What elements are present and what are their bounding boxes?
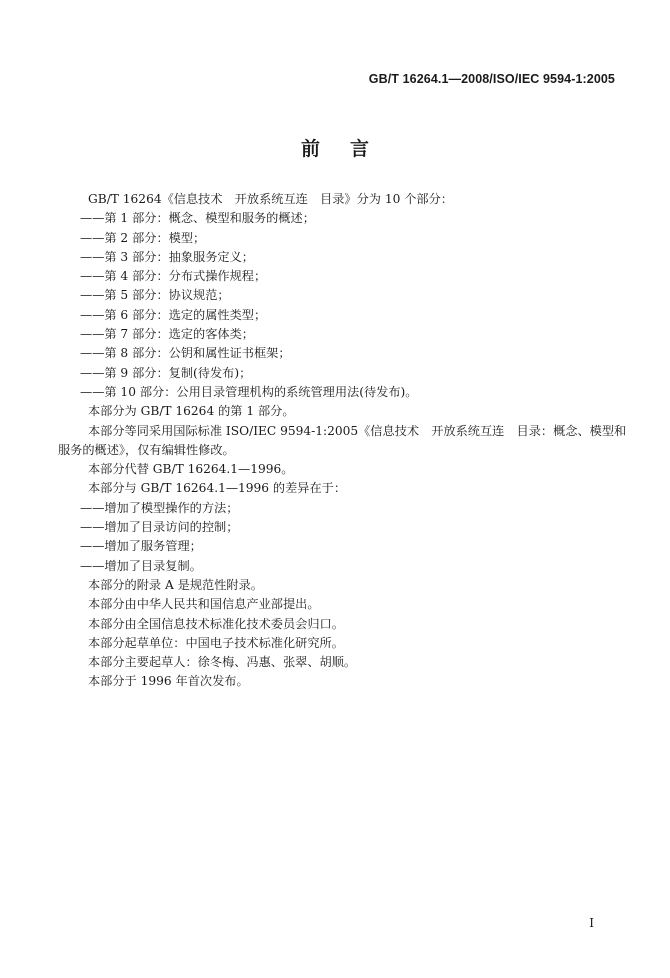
paragraph: GB/T 16264《信息技术 开放系统互连 目录》分为 10 个部分： (88, 192, 453, 206)
list-item: ——第 2 部分：模型； (80, 230, 206, 245)
paragraph: 本部分由中华人民共和国信息产业部提出。 (88, 597, 320, 612)
list-item: ——增加了目录访问的控制； (80, 520, 239, 535)
list-item: ——第 4 部分：分布式操作规程； (80, 269, 267, 284)
list-item: ——第 3 部分：抽象服务定义； (80, 249, 254, 264)
list-item: ——第 6 部分：选定的属性类型； (80, 307, 267, 322)
paragraph: 本部分主要起草人：徐冬梅、冯惠、张翠、胡顺。 (88, 655, 357, 670)
list-item: ——增加了模型操作的方法； (80, 500, 239, 515)
standard-code-header: GB/T 16264.1—2008/ISO/IEC 9594-1:2005 (368, 72, 615, 86)
page-title: 前言 (300, 138, 399, 160)
paragraph: 本部分等同采用国际标准 ISO/IEC 9594-1:2005《信息技术 开放系统互连 目录：概念、模型和 (88, 423, 627, 438)
paragraph: 本部分起草单位：中国电子技术标准化研究所。 (88, 635, 344, 650)
paragraph: 本部分为 GB/T 16264 的第 1 部分。 (88, 404, 295, 419)
paragraph-continuation: 服务的概述》，仅有编辑性修改。 (58, 442, 235, 457)
list-item: ——第 1 部分：概念、模型和服务的概述； (80, 211, 315, 226)
list-item: ——增加了服务管理； (80, 539, 202, 554)
list-item: ——第 8 部分：公钥和属性证书框架； (80, 346, 291, 361)
list-item: ——增加了目录复制。 (80, 558, 202, 573)
list-item: ——第 5 部分：协议规范； (80, 288, 230, 303)
paragraph: 本部分代替 GB/T 16264.1—1996。 (88, 462, 294, 477)
list-item: ——第 7 部分：选定的客体类； (80, 327, 254, 342)
paragraph: 本部分与 GB/T 16264.1—1996 的差异在于： (88, 481, 347, 496)
paragraph: 本部分由全国信息技术标准化技术委员会归口。 (88, 616, 344, 631)
foreword-body (58, 190, 627, 692)
paragraph: 本部分的附录 A 是规范性附录。 (88, 577, 263, 592)
paragraph: 本部分于 1996 年首次发布。 (88, 674, 249, 689)
page-number: I (589, 916, 594, 930)
list-item: ——第 10 部分：公用目录管理机构的系统管理用法(待发布)。 (80, 384, 418, 399)
list-item: ——第 9 部分：复制(待发布)； (80, 365, 252, 380)
